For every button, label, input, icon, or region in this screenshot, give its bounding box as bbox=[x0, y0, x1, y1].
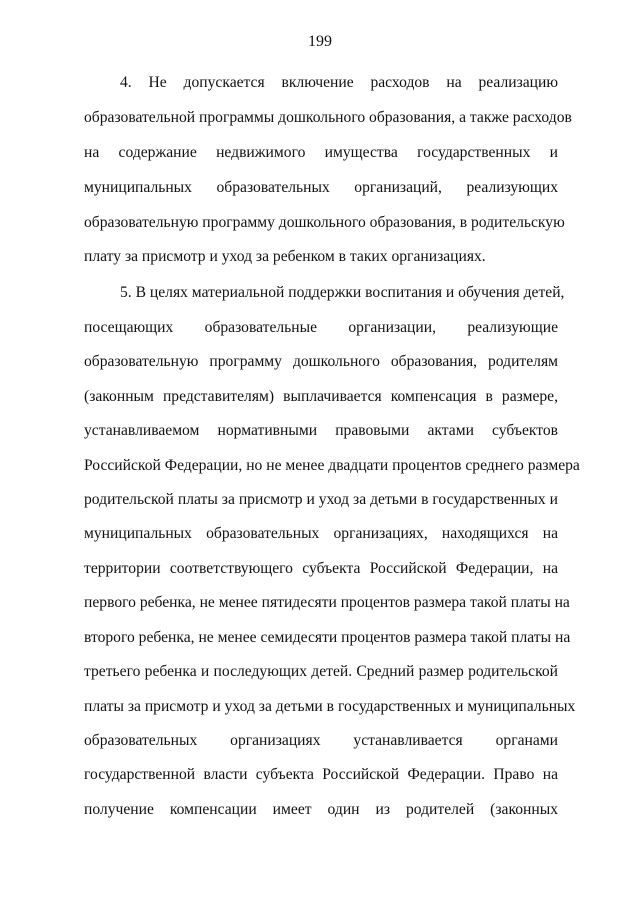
text-line: 4. Не допускается включение расходов на реализацию bbox=[120, 74, 558, 91]
text-line: Российской Федерации, но не менее двадцати процентов среднего размера bbox=[84, 457, 580, 474]
text-line: устанавливаемом нормативными правовыми актами субъектов bbox=[84, 422, 558, 439]
text-line: посещающих образовательные организации, реализующие bbox=[84, 319, 558, 336]
text-line: образовательную программу дошкольного образования, родителям bbox=[84, 353, 558, 370]
text-line: получение компенсации имеет один из родителей (законных bbox=[84, 801, 558, 818]
text-line: второго ребенка, не менее семидесяти процентов размера такой платы на bbox=[84, 629, 571, 646]
text-line: платы за присмотр и уход за детьми в государственных и муниципальных bbox=[84, 698, 576, 715]
text-line: образовательной программы дошкольного образования, а также расходов bbox=[84, 109, 572, 126]
text-line: плату за присмотр и уход за ребенком в таких организациях. bbox=[84, 248, 486, 265]
text-line: 5. В целях материальной поддержки воспитания и обучения детей, bbox=[120, 284, 565, 301]
text-line: первого ребенка, не менее пятидесяти процентов размера такой платы на bbox=[84, 594, 570, 611]
text-line: образовательную программу дошкольного образования, в родительскую bbox=[84, 214, 565, 231]
text-line: государственной власти субъекта Российской Федерации. Право на bbox=[84, 766, 558, 783]
text-line: территории соответствующего субъекта Российской Федерации, на bbox=[84, 560, 558, 577]
text-line: на содержание недвижимого имущества государственных и bbox=[84, 144, 558, 161]
page-number: 199 bbox=[308, 33, 332, 50]
text-line: муниципальных образовательных организаций, реализующих bbox=[84, 179, 558, 196]
text-line: муниципальных образовательных организациях, находящихся на bbox=[84, 525, 558, 542]
text-line: (законным представителям) выплачивается компенсация в размере, bbox=[84, 388, 558, 405]
text-line: родительской платы за присмотр и уход за детьми в государственных и bbox=[84, 491, 558, 508]
text-line: образовательных организациях устанавливается органами bbox=[84, 732, 558, 749]
text-line: третьего ребенка и последующих детей. Средний размер родительской bbox=[84, 663, 558, 680]
